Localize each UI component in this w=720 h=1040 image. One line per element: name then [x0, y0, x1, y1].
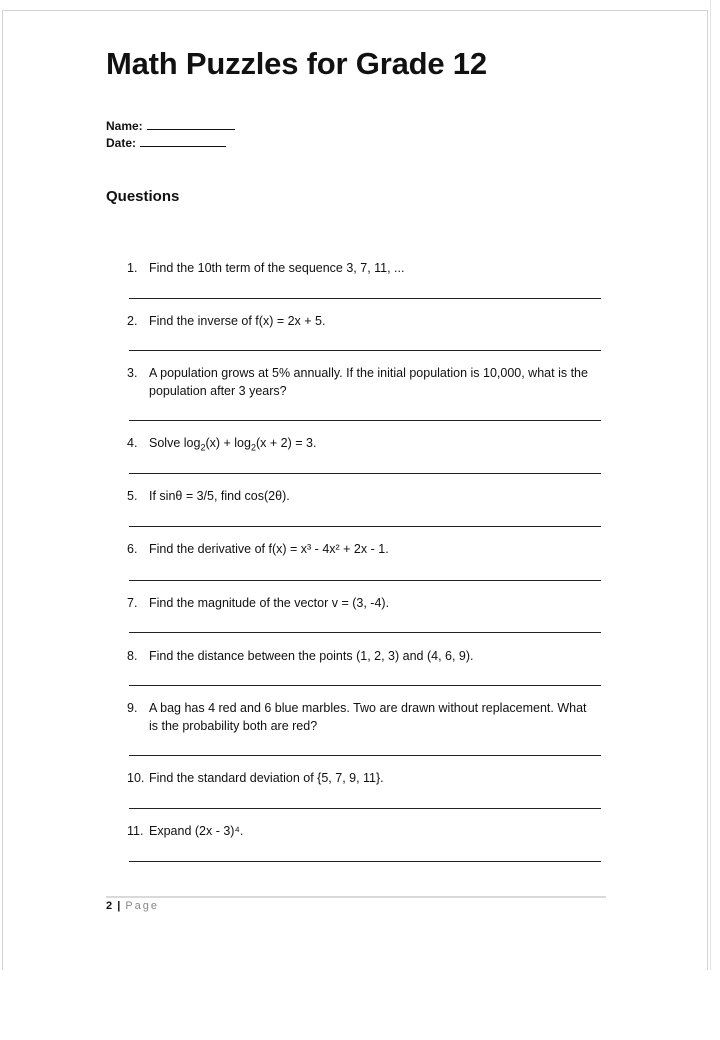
- question-text-part: (x + 2) = 3.: [255, 436, 317, 450]
- question-number: 6.: [127, 542, 138, 556]
- page-title: Math Puzzles for Grade 12: [106, 46, 487, 81]
- question-text: Find the standard deviation of {5, 7, 9, 11}.: [149, 771, 384, 785]
- date-row: [106, 135, 235, 152]
- viewer-gutter: [710, 0, 720, 970]
- question-text: Expand (2x - 3)⁴.: [149, 824, 244, 838]
- page-number: 2: [106, 900, 113, 912]
- date-label: Date:: [106, 136, 137, 150]
- question-text: [149, 434, 599, 457]
- answer-line[interactable]: [129, 580, 601, 581]
- name-label: Name:: [106, 119, 143, 133]
- name-row: [106, 118, 235, 135]
- footer-separator: |: [117, 900, 121, 912]
- question-number: 11.: [127, 824, 144, 838]
- date-blank[interactable]: [140, 136, 226, 147]
- student-info: [106, 118, 235, 152]
- question-text: A population grows at 5% annually. If the initial population is 10,000, what is the population after 3 years?: [149, 366, 588, 398]
- question-text-part: Solve log: [149, 436, 201, 450]
- question-number: 10.: [127, 771, 145, 785]
- question-number: 5.: [127, 489, 138, 503]
- answer-line[interactable]: [129, 298, 601, 299]
- answer-line[interactable]: [129, 808, 601, 809]
- question-text: Find the derivative of f(x) = x³ - 4x² + 2x - 1.: [149, 542, 389, 556]
- footer-divider: [106, 896, 606, 898]
- page-label: Page: [125, 900, 160, 912]
- question-text: Find the inverse of f(x) = 2x + 5.: [149, 314, 326, 328]
- question-text: Find the distance between the points (1, 2, 3) and (4, 6, 9).: [149, 649, 474, 663]
- question-number: 7.: [127, 596, 138, 610]
- answer-line[interactable]: [129, 755, 601, 756]
- question-text: If sinθ = 3/5, find cos(2θ).: [149, 489, 290, 503]
- log-base-subscript: 2: [250, 442, 256, 453]
- answer-line[interactable]: [129, 473, 601, 474]
- question-number: 1.: [127, 261, 138, 275]
- answer-line[interactable]: [129, 526, 601, 527]
- page-footer: [106, 900, 159, 912]
- question-number: 8.: [127, 649, 138, 663]
- log-base-subscript: 2: [200, 442, 206, 453]
- question-number: 4.: [127, 436, 138, 450]
- question-number: 9.: [127, 701, 138, 715]
- name-blank[interactable]: [147, 119, 235, 130]
- section-heading: Questions: [106, 188, 180, 205]
- question-text: Find the magnitude of the vector v = (3, -4).: [149, 596, 390, 610]
- answer-line[interactable]: [129, 861, 601, 862]
- question-text-part: (x) + log: [205, 436, 251, 450]
- answer-line[interactable]: [129, 350, 601, 351]
- question-number: 2.: [127, 314, 138, 328]
- answer-line[interactable]: [129, 685, 601, 686]
- question-text: A bag has 4 red and 6 blue marbles. Two are drawn without replacement. What is the probability both are red?: [149, 701, 587, 733]
- question-number: 3.: [127, 366, 138, 380]
- question-text: Find the 10th term of the sequence 3, 7, 11, ...: [149, 261, 405, 275]
- answer-line[interactable]: [129, 632, 601, 633]
- answer-line[interactable]: [129, 420, 601, 421]
